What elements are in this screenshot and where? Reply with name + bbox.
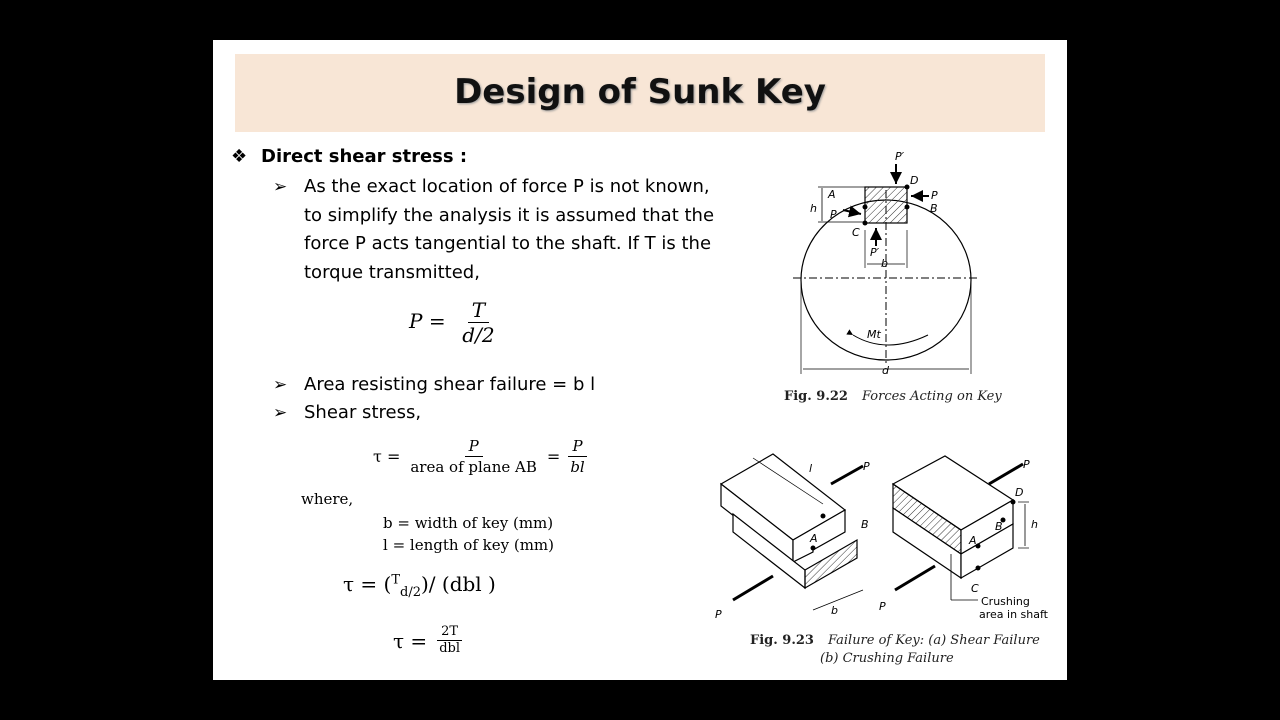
svg-text:C: C	[971, 582, 979, 595]
svg-text:P′: P′	[895, 150, 905, 163]
arrow-bullet-icon: ➢	[273, 375, 288, 395]
svg-text:B: B	[861, 518, 869, 531]
arrow-bullet-icon: ➢	[273, 177, 288, 197]
arrow-bullet-icon: ➢	[273, 403, 288, 423]
definition-b: b = width of key (mm)	[383, 514, 554, 532]
slide-title: Design of Sunk Key	[454, 72, 826, 112]
figure-9-23-caption: Fig. 9.23 Failure of Key: (a) Shear Failure (b) Crushing Failure	[750, 633, 1040, 666]
svg-text:P: P	[931, 189, 938, 202]
svg-text:B: B	[995, 520, 1003, 533]
svg-text:P: P	[879, 600, 886, 613]
figure-9-22-caption: Fig. 9.22 Forces Acting on Key	[784, 389, 1002, 404]
heading-text: Direct shear stress :	[261, 146, 468, 167]
svg-text:b: b	[881, 257, 888, 270]
svg-text:B: B	[930, 202, 938, 215]
svg-text:Mt: Mt	[867, 328, 881, 341]
figure-forces-on-key	[793, 150, 1013, 380]
figure-key-failure	[713, 450, 1063, 620]
diamond-bullet-icon: ❖	[231, 146, 248, 167]
svg-text:P: P	[830, 208, 837, 221]
svg-text:D: D	[1015, 486, 1024, 499]
definition-l: l = length of key (mm)	[383, 536, 555, 554]
definitions	[383, 512, 554, 556]
svg-text:h: h	[810, 202, 817, 215]
svg-text:b: b	[831, 604, 838, 617]
equation-substitution: τ = ($^T_{d/2}$)/ (dbl )	[343, 572, 496, 600]
svg-text:area in shaft: area in shaft	[979, 608, 1048, 620]
svg-text:d: d	[882, 364, 889, 377]
svg-text:l: l	[809, 462, 813, 475]
svg-text:P: P	[715, 608, 722, 620]
svg-text:D: D	[910, 174, 919, 187]
svg-text:P: P	[863, 460, 870, 473]
svg-text:Crushing: Crushing	[981, 595, 1030, 608]
svg-text:C: C	[852, 226, 860, 239]
where-label: where,	[301, 490, 354, 508]
svg-text:P: P	[1023, 458, 1030, 471]
equation-final: τ = $\frac{2T}{\text{dbl}}$	[393, 624, 464, 657]
svg-text:h: h	[1031, 518, 1038, 531]
heading-bullet	[231, 146, 467, 167]
key-square	[865, 187, 907, 223]
svg-text:A: A	[810, 532, 818, 545]
equation-force: P = $\frac{T}{d/2}$	[409, 298, 495, 347]
equation-shear-stress: τ = $\frac{P}{\text{area of plane AB}}$ = $\frac{P}{bl}$	[373, 437, 585, 476]
slide: Design of Sunk Key ❖ Direct shear stress : ➢ As the exact location of force P is not known, to simplify the analysis it is assumed that the force P acts tangential to the shaft. If T is the torque transmitted, P = $\frac{T}{d/2}$ ➢ Area resisting shear failure = b l ➢ Shear stress, τ = $\frac{P}{\text{area of plane AB}}$ = $\frac{P}{bl}$ where, b = width of key (mm) l = length of key (mm) τ = ($^T_{d/2}$)/ (dbl ) τ = $\frac{2T}{\text{dbl}}$ P′ D A P B h P C P′ b Mt d Fig. 9.22 Forces Acting on Key l P B A P b P D B h A P C Crushing area in shaft Fig. 9.23 Failure of Key: (a) Shear Failure (b) Crushing Failure	[213, 40, 1067, 680]
svg-text:A: A	[828, 188, 836, 201]
svg-text:P′: P′	[870, 246, 880, 259]
svg-text:A: A	[969, 534, 977, 547]
title-band	[235, 54, 1045, 132]
